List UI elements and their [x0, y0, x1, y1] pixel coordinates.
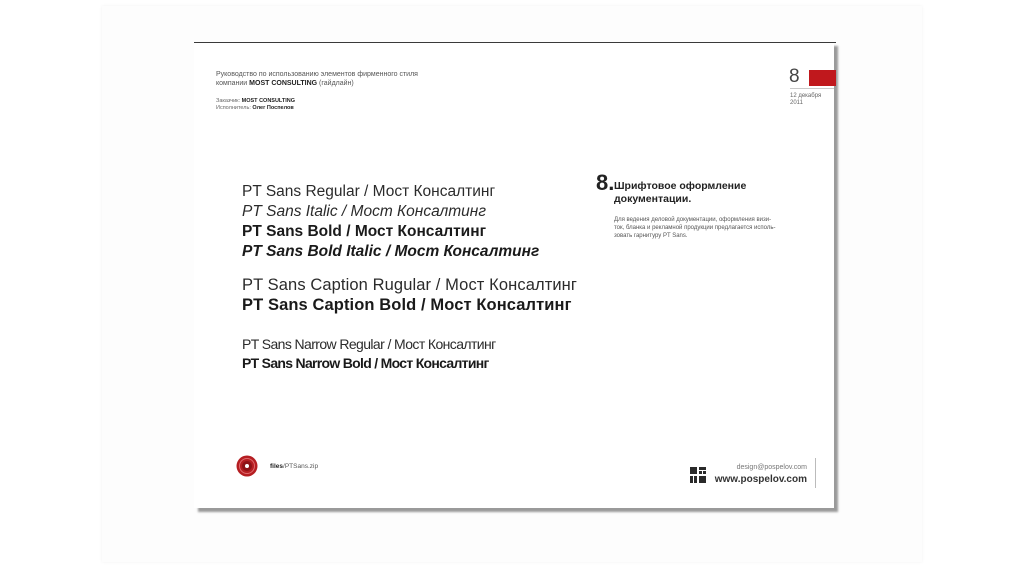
sample-bold-italic: PT Sans Bold Italic / Мост Консалтинг — [242, 243, 540, 260]
date-divider — [790, 88, 834, 89]
description-line-3: зовать гарнитуру PT Sans. — [614, 233, 688, 239]
description-line-2: ток, бланка и рекламной продукции предлагается исполь- — [614, 225, 776, 231]
title-prefix: компании — [216, 80, 250, 87]
sample-caption-regular: PT Sans Caption Rugular / Мост Консалтинг — [242, 276, 578, 294]
accent-block — [809, 70, 836, 86]
sample-narrow-regular: PT Sans Narrow Regular / Мост Консалтинг — [242, 336, 496, 352]
file-prefix: files — [270, 463, 284, 470]
document-meta — [216, 98, 516, 112]
date-day-month: 12 декабря — [790, 93, 822, 99]
date-year: 2011 — [790, 100, 803, 106]
executor-name: Олег Поспелов — [252, 105, 294, 111]
contact-website[interactable]: www.pospelov.com — [714, 474, 807, 485]
section-description — [614, 216, 810, 240]
document-title — [216, 70, 576, 88]
file-link[interactable] — [270, 463, 318, 470]
executor-line — [216, 105, 516, 112]
section-title — [614, 180, 764, 206]
contact-divider — [815, 458, 816, 488]
sample-caption-bold: PT Sans Caption Bold / Мост Консалтинг — [242, 296, 572, 314]
executor-label: Исполнитель: — [216, 105, 253, 111]
section-number-digit: 8 — [596, 170, 609, 195]
client-label: Заказчик: — [216, 98, 242, 104]
client-line — [216, 98, 516, 105]
title-line-1: Руководство по использованию элементов фирменного стиля — [216, 71, 418, 78]
title-suffix: (гайдлайн) — [317, 80, 354, 87]
client-name: MOST CONSULTING — [241, 98, 296, 104]
section-number — [596, 170, 614, 196]
sample-narrow-bold: PT Sans Narrow Bold / Мост Консалтинг — [242, 355, 489, 371]
title-line-2 — [216, 79, 576, 88]
page-date — [790, 93, 830, 107]
sample-bold: PT Sans Bold / Мост Консалтинг — [242, 223, 487, 240]
font-samples — [242, 182, 602, 373]
section-title-line-2: документации. — [614, 193, 692, 205]
sample-regular: PT Sans Regular / Мост Консалтинг — [242, 183, 496, 200]
page-number: 8 — [789, 66, 800, 87]
contact-email[interactable]: design@pospelov.com — [736, 464, 807, 471]
top-rule — [194, 42, 836, 43]
disc-icon[interactable] — [236, 455, 258, 477]
section-number-dot: . — [608, 170, 615, 195]
company-name: MOST CONSULTING — [249, 80, 318, 87]
sample-italic: PT Sans Italic / Мост Консалтинг — [242, 203, 486, 220]
file-name: /PTSans.zip — [283, 463, 319, 470]
section-title-line-1: Шрифтовое оформление — [614, 180, 747, 192]
description-line-1: Для ведения деловой документации, оформления визи- — [614, 217, 772, 223]
